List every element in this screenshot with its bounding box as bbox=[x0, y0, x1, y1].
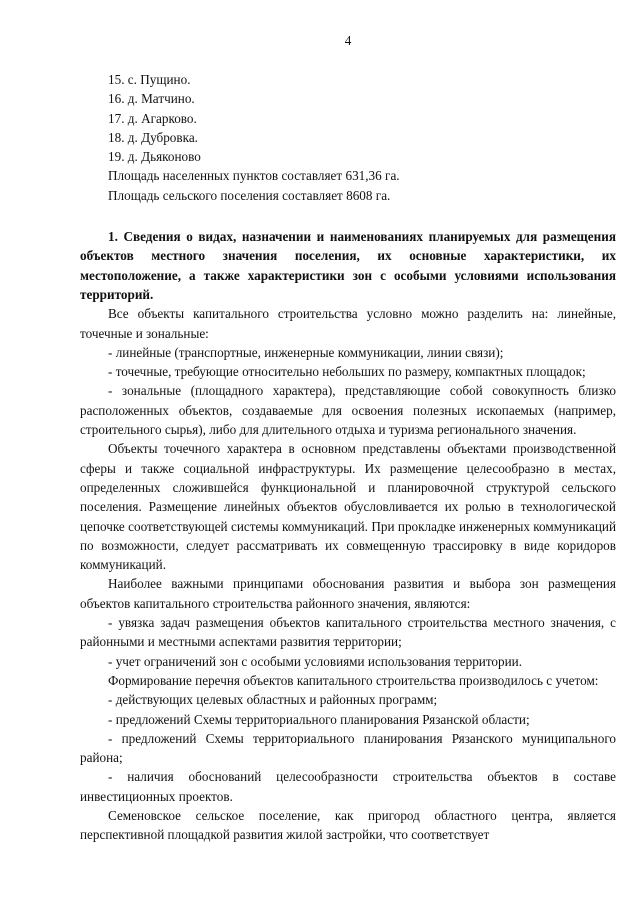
paragraph: - увязка задач размещения объектов капитального строительства местного значения, с районными и местными аспектами развития территории; bbox=[80, 615, 616, 650]
paragraph: Семеновское сельское поселение, как пригород областного центра, является перспективной площадкой развития жилой застройки, что соответствует bbox=[80, 807, 616, 843]
paragraph: Наиболее важными принципами обоснования развития и выбора зон размещения объектов капитального строительства районного значения, являются: bbox=[80, 576, 616, 611]
paragraph: Все объекты капитального строительства условно можно разделить на: линейные, точечные и зональные: bbox=[80, 306, 616, 341]
paragraph: Объекты точечного характера в основном представлены объектами производственной сферы и также социальной инфраструктуры. Их размещение целесообразно в местах, определенных сложившейся функциональной и планировочной структурой сельского поселения. Размещение линейных объектов обусловливается их ролью в технологической цепочке соответствующей системы коммуникаций. При прокладке инженерных коммуникаций по возможности, следует рассматривать их совмещенную трассировку в виде коридоров коммуникаций. bbox=[80, 441, 616, 573]
settlement-item: 15. с. Пущино. bbox=[108, 72, 191, 87]
body-text bbox=[80, 304, 616, 844]
settlement-item: 16. д. Матчино. bbox=[108, 91, 195, 107]
page-number: 4 bbox=[344, 33, 352, 48]
paragraph: - наличия обоснований целесообразности строительства объектов в составе инвестиционных проектов. bbox=[80, 769, 616, 804]
paragraph: - линейные (транспортные, инженерные коммуникации, линии связи); bbox=[108, 344, 504, 360]
area-settlements-text: Площадь населенных пунктов составляет 631,36 га. bbox=[108, 168, 400, 184]
document-page bbox=[80, 32, 616, 845]
paragraph: - предложений Схемы территориального планирования Рязанского муниципального района; bbox=[80, 730, 616, 766]
area-rural-text: Площадь сельского поселения составляет 8608 га. bbox=[108, 187, 391, 203]
paragraph: Формирование перечня объектов капитального строительства производилось с учетом: bbox=[108, 672, 599, 688]
settlement-item: 18. д. Дубровка. bbox=[108, 129, 198, 145]
section-heading: 1. Сведения о видах, назначении и наименованиях планируемых для размещения объектов местного значения поселения, их основные характеристики, их местоположение, а также характеристики зон с особыми условиями использования территорий. bbox=[80, 229, 616, 302]
settlement-item: 19. д. Дьяконово bbox=[108, 149, 201, 165]
paragraph: - учет ограничений зон с особыми условиями использования территории. bbox=[108, 653, 523, 669]
paragraph: - предложений Схемы территориального планирования Рязанской области; bbox=[108, 711, 530, 727]
settlement-item: 17. д. Агарково. bbox=[108, 110, 197, 126]
paragraph: - зональные (площадного характера), представляющие собой совокупность близко расположенных объектов, создаваемые для освоения полезных ископаемых (например, строительного сырья), либо для длительного отдыха и туризма регионального значения. bbox=[80, 383, 616, 438]
settlement-list bbox=[80, 70, 616, 166]
paragraph: - действующих целевых областных и районных программ; bbox=[108, 692, 438, 708]
paragraph: - точечные, требующие относительно небольших по размеру, компактных площадок; bbox=[108, 364, 586, 380]
